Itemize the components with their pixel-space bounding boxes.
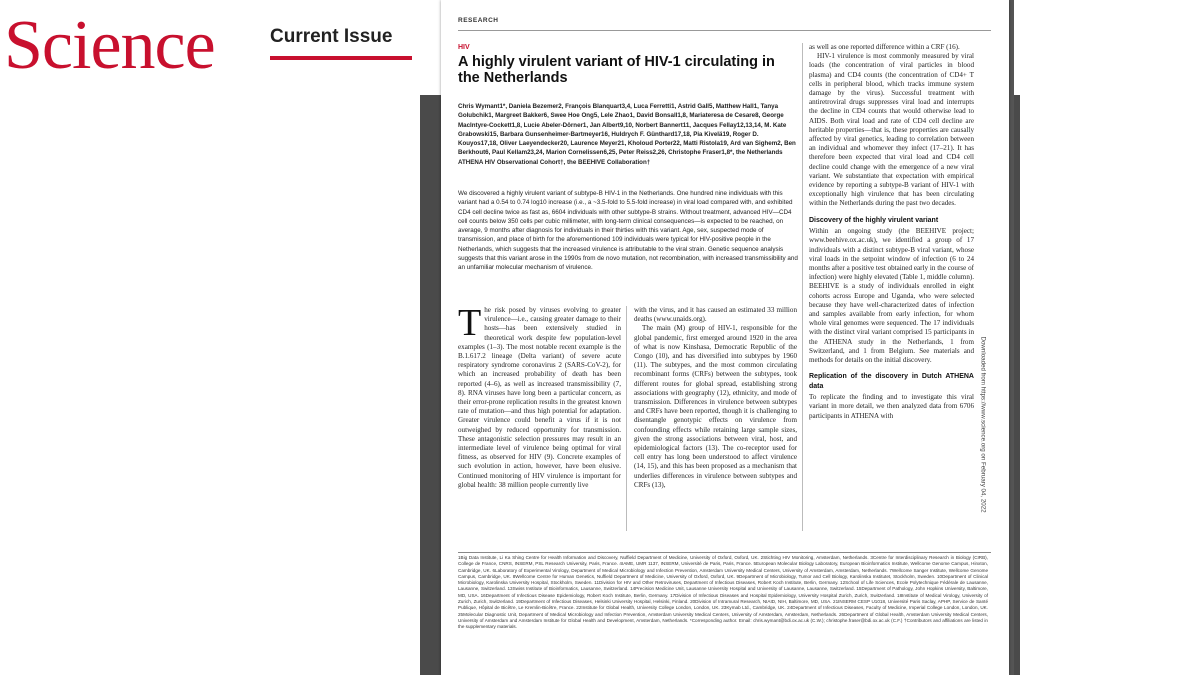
column-divider [802,43,803,531]
body-paragraph: with the virus, and it has caused an estimated 33 million deaths (www.unaids.org). [634,306,797,324]
article-kicker: HIV [458,44,470,51]
drop-cap: T [458,302,482,344]
download-watermark-text: Downloaded from https://www.science.org on February 04, 2022 [979,336,987,513]
header-divider [458,30,991,31]
section-heading: Replication of the discovery in Dutch ATHENA data [809,373,974,390]
article-authors: Chris Wymant1*, Daniela Bezemer2, François Blanquart3,4, Luca Ferretti1, Astrid Gall5, Matthew Hall1, Tanya Golubchik1, Margreet Bakker6, Swee Hoe Ong5, Lele Zhao1, David Bonsall1,8, Mariateresa de Cesare8, George MacIntyre-Cockett1,8, Lucie Abeler-Dörner1, Jan Albert9,10, Norbert Bannert11, Jacques Fellay12,13,14, M. Kate Grabowski15, Barbara Gunsenheimer-Bartmeyer16, Huldrych F. Günthard17,18, Pia Kivelä19, Roger D. Kouyos17,18, Oliver Laeyendecker20, Laurence Meyer21, Kholoud Porter22, Matti Ristola19, Ard van Sighem2, Ben Berkhout6, Paul Kellam23,24, Marion Cornelissen6,25, Peter Reiss2,26, Christophe Fraser1,8*, the Netherlands ATHENA HIV Observational Cohort†, the BEEHIVE Collaboration† [458,103,796,166]
body-paragraph: To replicate the finding and to investigate this viral variant in more detail, we then analyzed data from 6706 participants in ATHENA with [809,393,974,420]
body-paragraph: as well as one reported difference within a CRF (16). [809,43,960,51]
section-heading: Discovery of the highly virulent variant [809,216,939,224]
body-paragraph: HIV-1 virulence is most commonly measured by viral loads (the concentration of viral particles in blood plasma) and CD4 counts (the concentration of CD4+ T cells in peripheral blood, which tracks immune system damage by the virus). Successful treatment with antiretroviral drugs suppresses viral load and interrupts the decline in CD4 counts that would otherwise lead to AIDS. Both viral load and rate of CD4 cell decline are heritable properties—that is, these properties are causally affected by viral genetics, leading to correlation between an individual and whomever they infect (17–21). It has therefore been expected that viral load and CD4 cell decline could change with the emergence of a new viral variant. We substantiate that expectation with empirical evidence by reporting a subtype-B variant of HIV-1 with exceptionally high virulence that has been circulating within the Netherlands during the past two decades. [809,52,974,208]
science-logo[interactable]: Science [4,7,215,84]
download-watermark [978,338,988,538]
article-abstract: We discovered a highly virulent variant of subtype-B HIV-1 in the Netherlands. One hundred nine individuals with this variant had a 0.54 to 0.74 log10 increase (i.e., a ~3.5-fold to 5.5-fold increase) in viral load compared with, and exhibited CD4 cell decline twice as fast as, 6604 individuals with other subtype-B strains. Without treatment, advanced HIV—CD4 cell counts below 350 cells per cubic millimeter, with long-term clinical consequences—is expected to be reached, on average, 9 months after diagnosis for individuals in their thirties with this variant. Age, sex, suspected mode of transmission, and place of birth for the aforementioned 109 individuals were typical for HIV-positive people in the Netherlands, which suggests that the increased virulence is attributable to the viral strain. Genetic sequence analysis suggests that this variant arose in the 1990s from de novo mutation, not recombination, with increased transmissibility and an unfamiliar molecular mechanism of virulence. [458,190,798,272]
footnote-divider [458,552,991,553]
body-column-2 [634,306,797,490]
body-col1-text: he risk posed by viruses evolving to greater virulence—i.e., causing greater damage to their hosts—has been extensively studied in theoretical work despite few population-level examples (1–3). The most notable recent example is the B.1.617.2 lineage (Delta variant) of severe acute respiratory syndrome coronavirus 2 (SARS-CoV-2), for which an increased probability of death has been reported (4–6), as well as increased transmissibility (7, 8). RNA viruses have long been a particular concern, as their error-prone replication results in the greatest known rate of mutation—and thus high potential for adaptation. Greater virulence could benefit a virus if it is not outweighed by reduced opportunity for transmission. These antagonistic selection pressures may result in an intermediate level of virulence being optimal for viral fitness, as observed for HIV (9). Concrete examples of such evolution in action, however, have been elusive. Continued monitoring of HIV virulence is important for global health: 38 million people currently live [458,306,621,489]
body-paragraph: Within an ongoing study (the BEEHIVE project; www.beehive.ox.ac.uk), we identified a group of 17 individuals with a distinct subtype-B viral variant, whose viral loads in the setpoint window of infection (6 to 24 months after a positive test obtained early in the course of infection) were highly elevated (Table 1, middle column). BEEHIVE is a study of individuals enrolled in eight cohorts across Europe and Uganda, who were selected because they have well-characterized dates of infection and samples available from early infection, for whom whole viral genomes were sequenced. The 17 individuals with the distinct viral variant comprised 15 participants in the ATHENA study in the Netherlands, 1 from Switzerland, and 1 from Belgium. See materials and methods for details on the initial discovery. [809,227,974,364]
body-column-1 [458,302,621,490]
pdf-page [441,0,1009,675]
column-divider [626,306,627,531]
affiliation-footnotes: 1Big Data Institute, Li Ka Shing Centre for Health Information and Discovery, Nuffield Department of Medicine, University of Oxford, Oxford, UK. 2Stichting HIV Monitoring, Amsterdam, Netherlands. 3Centre for Interdisciplinary Research in Biology (CIRB), College de France, CNRS, INSERM, PSL Research University, Paris, France. 4IAME, UMR 1137, INSERM, Université de Paris, Paris, France. 5European Molecular Biology Laboratory, European Bioinformatics Institute, Wellcome Genome Campus, Hinxton, Cambridge, UK. 6Laboratory of Experimental Virology, Department of Medical Microbiology and Infection Prevention, Amsterdam University Medical Centers, University of Amsterdam, Amsterdam, Netherlands. 7Wellcome Sanger Institute, Wellcome Genome Campus, Cambridge, UK. 8Wellcome Centre for Human Genetics, Nuffield Department of Medicine, University of Oxford, Oxford, UK. 9Department of Microbiology, Tumor and Cell Biology, Karolinska Institutet, Stockholm, Sweden. 10Department of Clinical Microbiology, Karolinska University Hospital, Stockholm, Sweden. 11Division for HIV and Other Retroviruses, Department of Infectious Diseases, Robert Koch Institute, Berlin, Germany. 12School of Life Sciences, Ecole Polytechnique Fédérale de Lausanne, Lausanne, Switzerland. 13Swiss Institute of Bioinformatics, Lausanne, Switzerland. 14Precision Medicine Unit, Lausanne University Hospital and University of Lausanne, Lausanne, Switzerland. 15Department of Pathology, John Hopkins University, Baltimore, MD, USA. 16Department of Infectious Disease Epidemiology, Robert Koch Institute, Berlin, Germany. 17Division of Infectious Diseases and Hospital Epidemiology, University Hospital Zurich, Zurich, Switzerland. 18Institute of Medical Virology, University of Zurich, Zurich, Switzerland. 19Department of Infectious Diseases, Helsinki University Hospital, Helsinki, Finland. 20Division of Intramural Research, NIAID, NIH, Baltimore, MD, USA. 21INSERM CESP U1018, Université Paris Saclay, APHP, Service de Santé Publique, Hôpital de Bicêtre, Le Kremlin-Bicêtre, France. 22Institute for Global Health, University College London, London, UK. 23Kymab Ltd., Cambridge, UK. 24Department of Infectious Diseases, Faculty of Medicine, Imperial College London, London, UK. 25Molecular Diagnostic Unit, Department of Medical Microbiology and Infection Prevention, Amsterdam University Medical Centers, University of Amsterdam, Amsterdam, Netherlands. 26Department of Global Health, Amsterdam University Medical Centers, University of Amsterdam and Amsterdam Institute for Global Health and Development, Amsterdam, Netherlands. *Corresponding author. Email: chris.wymant@bdi.ox.ac.uk (C.W.); christophe.fraser@bdi.ox.ac.uk (C.F.) †Contributors and affiliations are listed in the supplementary materials. [458,555,988,630]
body-column-3 [809,43,974,421]
article-section-label: RESEARCH [458,17,499,24]
nav-current-issue[interactable]: Current Issue [270,26,412,60]
body-paragraph: The main (M) group of HIV-1, responsible for the global pandemic, first emerged around 1920 in the area of what is now Kinshasa, Democratic Republic of the Congo (10), and has diversified into subtypes by 1960 (11). The subtypes, and the most common circulating recombinant forms (CRFs) between the subtypes, took different routes for global spread, establishing strong associations with geography (12), ethnicity, and mode of transmission. Differences in virulence between subtypes and CRFs have been reported, though it is challenging to disentangle genotypic effects on virulence from confounding effects while retaining large sample sizes, given the strong associations between viral, host, and epidemiological factors (13). The co-receptor used for cell entry has long been understood to affect virulence (14, 15), and this has been proposed as a mechanism that underlies differences in virulence between subtypes and CRFs (13), [634,324,797,489]
article-title: A highly virulent variant of HIV-1 circulating in the Netherlands [458,54,775,86]
